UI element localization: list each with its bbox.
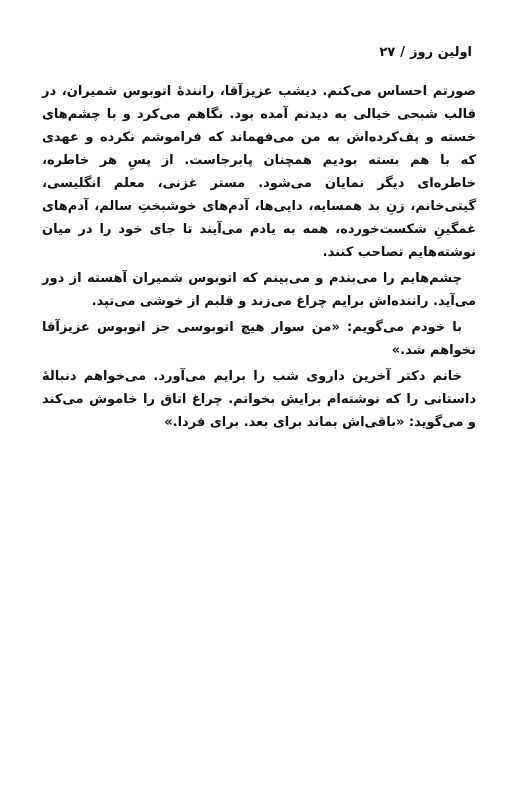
header-separator: / [400, 45, 405, 60]
body-text [42, 80, 476, 434]
paragraph-2: چشم‌هایم را می‌بندم و می‌بینم که اتوبوس شمیران آهسته از دور می‌آید. راننده‌اش برایم چراغ می‌زند و قلبم از خوشی می‌تپد. [42, 271, 476, 309]
header-title: اولین روز [410, 45, 472, 60]
paragraph-4: خانم دکتر آخرین داروی شب را برایم می‌آورد. می‌خواهم دنبالهٔ داستانی را که نوشته‌ام برایش بخوانم. چراغ اتاق را خاموش می‌کند و می‌گوید: «باقی‌اش بماند برای بعد. برای فردا.» [42, 369, 476, 430]
paragraph-3: با خودم می‌گویم: «من سوار هیچ اتوبوسی جز اتوبوس عزیزآقا نخواهم شد.» [42, 320, 476, 358]
paragraph-1: صورتم احساس می‌کنم. دیشب عزیزآقا، رانندهٔ اتوبوس شمیران، در قالب شبحی خیالی به دیدنم آمده بود. نگاهم می‌کرد و با چشم‌های خسته و پف‌کرده‌اش به من می‌فهماند که فراموشم نکرده و عهدی که با هم بسته بودیم همچنان پابرجاست. از پسِ هر خاطره، خاطره‌ای دیگر نمایان می‌شود. مستر غزنی، معلم انگلیسی، گیتی‌خانم، زنِ بد همسایه، دایی‌ها، آدم‌های خوشبختِ سالم، آدم‌های غمگینِ شکست‌خورده، همه به یادم می‌آیند تا جای خود را در میان نوشته‌هایم تصاحب کنند. [42, 84, 476, 260]
page-number: ۲۷ [379, 45, 396, 60]
running-header [42, 44, 472, 62]
